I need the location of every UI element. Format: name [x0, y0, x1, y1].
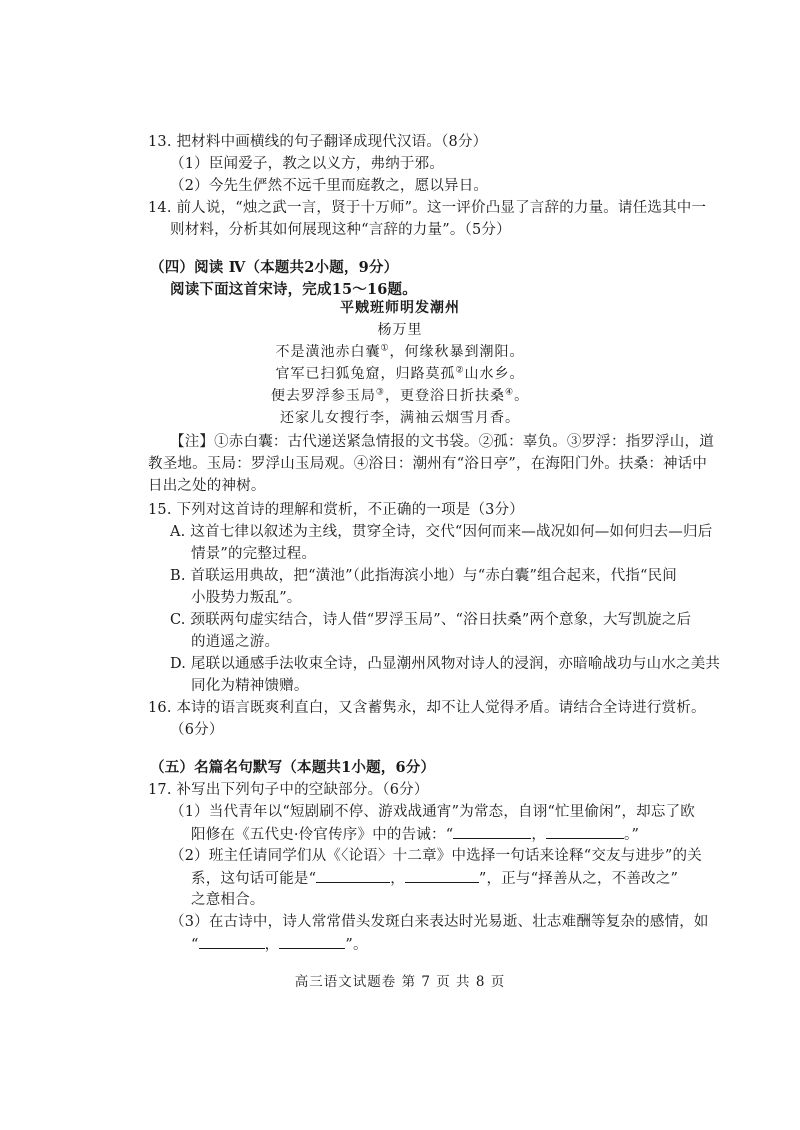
note-marker-4: ④: [505, 387, 515, 398]
q17-part-3-end: ”。: [345, 937, 368, 953]
q15-option-b-line-1: B. 首联运用典故，把“潢池”（此指海滨小地）与“赤白囊”组合起来，代指“民间: [170, 568, 677, 584]
q17-part-1-line-1: （1）当代青年以“短剧刷不停、游戏战通宵”为常态，自诩“忙里偷闲”，却忘了欧: [170, 804, 695, 820]
q14-line-2: 则材料，分析其如何展现这种“言辞的力量”。（5分）: [170, 222, 511, 238]
q15-option-a-line-2: 情景”的完整过程。: [191, 546, 317, 562]
q15-option-c-line-1: C. 颈联两句虚实结合，诗人借“罗浮玉局”、“浴日扶桑”两个意象，大写凯旋之后: [170, 612, 692, 628]
q17-part-3-open-quote: “: [191, 937, 199, 953]
q15-option-c-line-2: 的逍遥之游。: [191, 634, 280, 650]
fill-blank-6[interactable]: [279, 934, 345, 949]
q15-option-d-line-2: 同化为精神馈赠。: [191, 678, 309, 694]
q13-sentence-2: （2）今先生俨然不远千里而庭教之，愿以异日。: [170, 178, 489, 194]
poem-line-3-b: ，更登浴日折扶桑: [385, 388, 505, 404]
poem-line-4: 还家儿女搜行李，满袖云烟雪月香。: [280, 410, 520, 426]
q17-part-2-line-1: （2）班主任请同学们从《〈论语〉十二章》中选择一句话来诠释“交友与进步”的关: [170, 848, 702, 864]
q14-line-1: 14. 前人说，“烛之武一言，贤于十万师”。这一评价凸显了言辞的力量。请任选其中一: [148, 200, 707, 216]
section-4-heading: （四）阅读 Ⅳ（本题共2小题，9分）: [150, 259, 399, 276]
q17-part-2-text: 系，这句话可能是“: [191, 871, 317, 887]
fill-blank-5[interactable]: [199, 934, 265, 949]
poem-line-2-a: 官军已扫狐兔窟，归路莫孤: [275, 366, 456, 382]
q13-stem: 13. 把材料中画横线的句子翻译成现代汉语。（8分）: [148, 134, 488, 150]
q17-part-2-line-2: [191, 868, 678, 889]
q17-stem: 17. 补写出下列句子中的空缺部分。（6分）: [148, 782, 429, 798]
notes-line-2: 教圣地。玉局：罗浮山玉局观。④浴日：潮州有“浴日亭”，在海阳门外。扶桑：神话中: [148, 456, 708, 472]
q17-part-1-end: 。”: [624, 827, 640, 843]
q17-part-3-line-2: [191, 934, 368, 955]
note-marker-2: ②: [455, 365, 465, 376]
note-marker-3: ③: [375, 387, 385, 398]
page-footer: 高三语文试题卷 第 7 页 共 8 页: [294, 974, 506, 990]
poem-title: 平贼班师明发潮州: [340, 300, 460, 316]
q15-option-a-line-1: A. 这首七律以叙述为主线，贯穿全诗，交代“因何而来—战况如何—如何归去—归后: [170, 524, 713, 540]
poem-line-2: [0, 364, 800, 384]
q17-part-1-text: 阳修在《五代史·伶官传序》中的告诫：“: [191, 827, 454, 843]
q17-part-1-line-2: [191, 824, 639, 845]
notes-line-3: 日出之处的神树。: [148, 478, 266, 494]
q15-option-d-line-1: D. 尾联以通感手法收束全诗，凸显潮州风物对诗人的浸润，亦暗喻战功与山水之美共: [170, 656, 721, 672]
section-5-heading: （五）名篇名句默写（本题共1小题，6分）: [150, 759, 436, 776]
q15-option-b-line-2: 小股势力叛乱”。: [191, 590, 302, 606]
q17-part-3-separator: ，: [264, 937, 280, 953]
fill-blank-1[interactable]: [453, 824, 531, 839]
q16-line-2: （6分）: [170, 722, 224, 738]
poem-line-1-b: ，何缘秋暴到潮阳。: [389, 344, 525, 360]
q17-part-2-separator: ，: [390, 871, 405, 887]
note-marker-1: ①: [380, 343, 390, 354]
poem-line-1-a: 不是潢池赤白囊: [275, 344, 381, 360]
q17-part-3-line-1: （3）在古诗中，诗人常常借头发斑白来表达时光易逝、壮志难酬等复杂的感情，如: [170, 914, 709, 930]
fill-blank-4[interactable]: [405, 868, 479, 883]
poem-line-2-b: 山水乡。: [464, 366, 525, 382]
fill-blank-2[interactable]: [546, 824, 624, 839]
q13-sentence-1: （1）臣闻爱子，教之以义方，弗纳于邪。: [170, 156, 445, 172]
section-4-instruction: 阅读下面这首宋诗，完成15～16题。: [170, 281, 417, 298]
q17-part-2-rest: ”，正与“择善从之，不善改之”: [478, 871, 679, 887]
poem-line-1: [0, 342, 800, 362]
q15-stem: 15. 下列对这首诗的理解和赏析，不正确的一项是（3分）: [148, 502, 524, 518]
q17-part-1-separator: ，: [531, 827, 547, 843]
poem-author: 杨万里: [377, 322, 423, 338]
poem-line-3: [0, 386, 800, 406]
poem-line-3-c: 。: [514, 388, 530, 404]
poem-line-3-a: 便去罗浮参玉局: [270, 388, 376, 404]
q17-part-2-line-3: 之意相合。: [191, 892, 265, 908]
fill-blank-3[interactable]: [316, 868, 390, 883]
q16-line-1: 16. 本诗的语言既爽利直白，又含蓄隽永，却不让人觉得矛盾。请结合全诗进行赏析。: [148, 700, 706, 716]
notes-line-1: 【注】①赤白囊：古代递送紧急情报的文书袋。②孤：辜负。③罗浮：指罗浮山，道: [170, 434, 714, 450]
